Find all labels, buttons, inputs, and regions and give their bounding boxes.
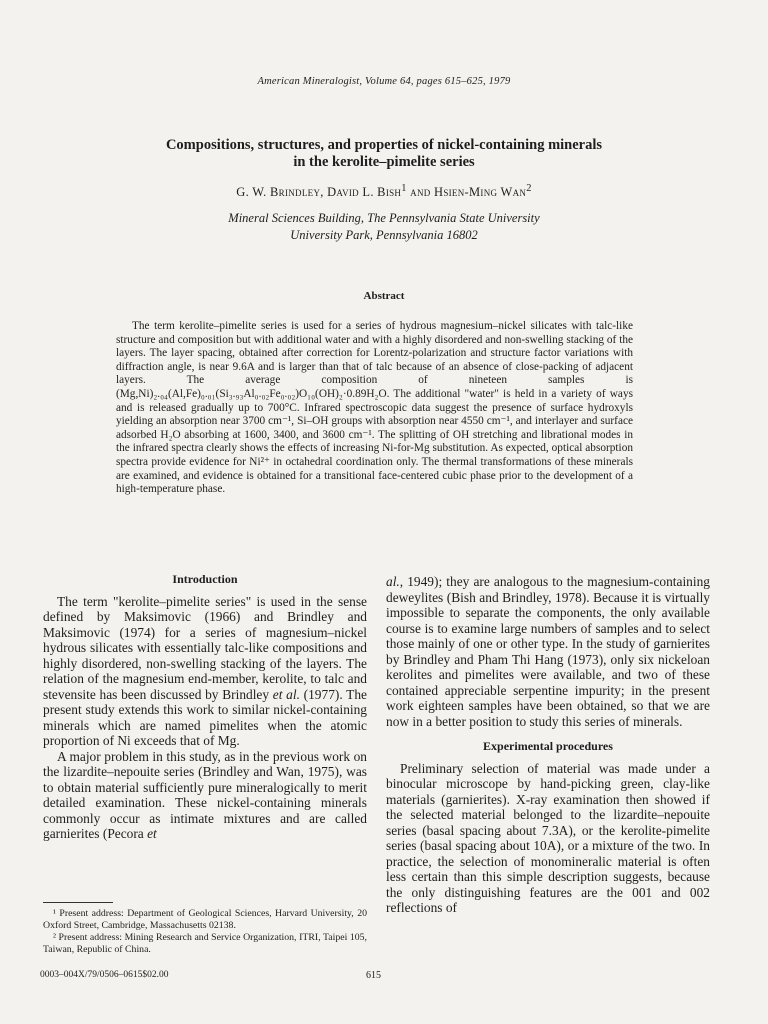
left-column xyxy=(43,572,367,842)
footnote-mark-1: 1 xyxy=(401,183,407,194)
experimental-heading: Experimental procedures xyxy=(483,739,613,753)
footnote-2: ² Present address: Mining Research and Service Organization, ITRI, Taipei 105, Taiwan, Republic of China. xyxy=(43,932,367,955)
page-number: 615 xyxy=(366,970,381,981)
footnote-rule xyxy=(43,902,113,903)
intro-continuation: al., 1949); they are analogous to the magnesium-containing deweylites (Bish and Brindley, 1978). Because it is virtually impossible to separate the components, the only available course is to examine large numbers of samples and to select those mainly of one or other type. In the study of garnierites by Brindley and Pham Thi Hang (1973), only six nickeloan kerolites and pimelites were available, and two of these contained appreciable serpentine impurity; in the present work eighteen samples have been obtained, so that we are now in a better position to study this series of minerals. xyxy=(386,574,710,729)
introduction-heading: Introduction xyxy=(172,572,238,586)
right-column xyxy=(386,574,710,916)
footnote-mark-2: 2 xyxy=(526,183,532,194)
affiliation xyxy=(0,210,768,244)
author-list: G. W. Brindley, David L. Bish$^1$ and Hsien-Ming Wan$^2$ xyxy=(236,183,532,200)
article-title xyxy=(100,137,668,171)
journal-citation: American Mineralogist, Volume 64, pages 615–625, 1979 xyxy=(257,76,511,87)
abstract-text: The term kerolite–pimelite series is used for a series of hydrous magnesium–nickel silicates with talc-like structure and composition but with additional water and with a highly disordered and non-swelling stacking of the layers. The layer spacing, obtained after correction for Lorentz-polarization and structure factor variations with diffraction angle, is near 9.6A and is larger than that of talc because of an absence of close-packing of adjacent layers. The average composition of nineteen samples is (Mg,Ni)₂.₀₄(Al,Fe)₀.₀₁(Si₃.₉₃Al₀.₀₂Fe₀.₀₂)O₁₀(OH)₂·0.89H₂O. The additional "water" is held in a variety of ways and is released gradually up to 700°C. Infrared spectroscopic data suggest the presence of surface hydroxyls yielding an absorption near 3700 cm⁻¹, Si–OH groups with absorption near 4550 cm⁻¹, and interlayer and surface adsorbed H₂O absorbing at 1600, 3400, and 3600 cm⁻¹. The splitting of OH stretching and librational modes in the infrared spectra clearly shows the effects of increasing Ni-for-Mg substitution. As expected, optical absorption spectra provide evidence for Ni²⁺ in octahedral coordination only. The thermal transformations of these minerals are examined, and evidence is obtained for a transitional face-centered cubic phase prior to the development of a high-temperature phase. xyxy=(116,320,633,496)
title-line-2: in the kerolite–pimelite series xyxy=(293,154,475,170)
affiliation-line-2: University Park, Pennsylvania 16802 xyxy=(290,228,478,242)
affiliation-line-1: Mineral Sciences Building, The Pennsylvania State University xyxy=(228,211,540,225)
footnote-1: ¹ Present address: Department of Geological Sciences, Harvard University, 20 Oxford Street, Cambridge, Massachusetts 02138. xyxy=(43,908,367,931)
intro-paragraph-1: The term "kerolite–pimelite series" is used in the sense defined by Maksimovic (1966) and Brindley and Maksimovic (1974) for a series of magnesium–nickel hydrous silicates with essentially talc-like compositions and highly disordered, non-swelling stacking of the layers. The relation of the magnesium end-member, kerolite, to talc and stevensite has been discussed by Brindley et al. (1977). The present study extends this work to similar nickel-containing minerals which are named pimelites when the atomic proportion of Ni exceeds that of Mg. xyxy=(43,593,367,748)
author-1: G. W. Brindley xyxy=(236,185,321,200)
abstract-heading: Abstract xyxy=(363,290,405,302)
title-line-1: Compositions, structures, and properties of nickel-containing minerals xyxy=(165,137,603,153)
article-code: 0003–004X/79/0506–0615$02.00 xyxy=(40,970,169,980)
and-word: and xyxy=(406,185,434,200)
intro-paragraph-2: A major problem in this study, as in the previous work on the lizardite–nepouite series (Brindley and Wan, 1975), was to obtain material sufficiently pure mineralogically to merit detailed examination. These nickel-containing minerals commonly occur as intimate mixtures and are called garnierites (Pecora et xyxy=(43,748,367,841)
author-3: Hsien-Ming Wan xyxy=(434,185,527,200)
footnotes xyxy=(43,908,367,956)
experimental-paragraph-1: Preliminary selection of material was made under a binocular microscope by hand-picking green, clay-like materials (garnierites). X-ray examination then showed if the selected material belonged to the lizardite–nepouite series (basal spacing about 7.3A), or the kerolite-pimelite series (basal spacing about 10A), or a mixture of the two. In practice, the selection of monomineralic material is often less certain than this simple description suggests, because the only distinguishing features are the 001 and 002 reflections of xyxy=(386,760,710,915)
author-2: David L. Bish xyxy=(327,185,402,200)
